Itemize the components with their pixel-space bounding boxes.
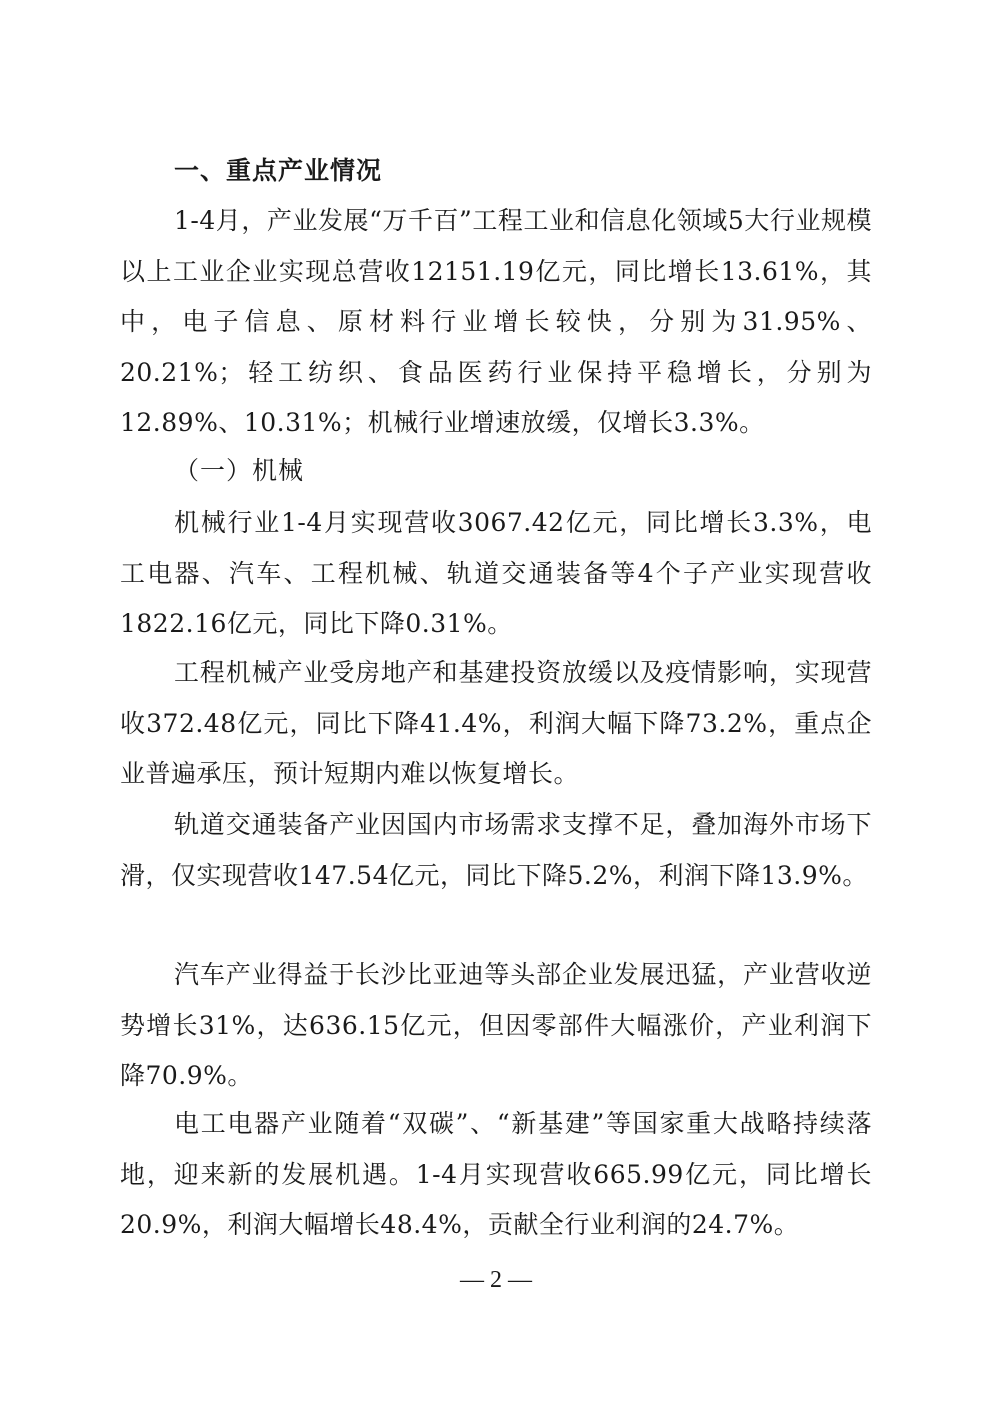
- rail-transit-paragraph: 轨道交通装备产业因国内市场需求支撑不足，叠加海外市场下滑，仅实现营收147.54亿元，同比下降5.2%，利润下降13.9%。: [120, 810, 872, 890]
- machinery-overview-paragraph: 机械行业1-4月实现营收3067.42亿元，同比增长3.3%，电工电器、汽车、工程机械、轨道交通装备等4个子产业实现营收1822.16亿元，同比下降0.31%。: [120, 508, 872, 638]
- intro-paragraph: 1-4月，产业发展“万千百”工程工业和信息化领域5大行业规模以上工业企业实现总营收12151.19亿元，同比增长13.61%，其中，电子信息、原材料行业增长较快，分别为31.95%、20.21%；轻工纺织、食品医药行业保持平稳增长，分别为12.89%、10.31%；机械行业增速放缓，仅增长3.3%。: [120, 206, 872, 437]
- electrical-equipment-paragraph: 电工电器产业随着“双碳”、“新基建”等国家重大战略持续落地，迎来新的发展机遇。1-4月实现营收665.99亿元，同比增长20.9%，利润大幅增长48.4%，贡献全行业利润的24.7%。: [120, 1109, 872, 1239]
- page-number: — 2 —: [460, 1267, 532, 1293]
- subsection-heading: （一）机械: [174, 456, 305, 485]
- automobile-paragraph: 汽车产业得益于长沙比亚迪等头部企业发展迅猛，产业营收逆势增长31%，达636.15亿元，但因零部件大幅涨价，产业利润下降70.9%。: [120, 960, 872, 1090]
- section-heading: 一、重点产业情况: [174, 156, 383, 185]
- construction-machinery-paragraph: 工程机械产业受房地产和基建投资放缓以及疫情影响，实现营收372.48亿元，同比下降41.4%，利润大幅下降73.2%，重点企业普遍承压，预计短期内难以恢复增长。: [120, 658, 872, 788]
